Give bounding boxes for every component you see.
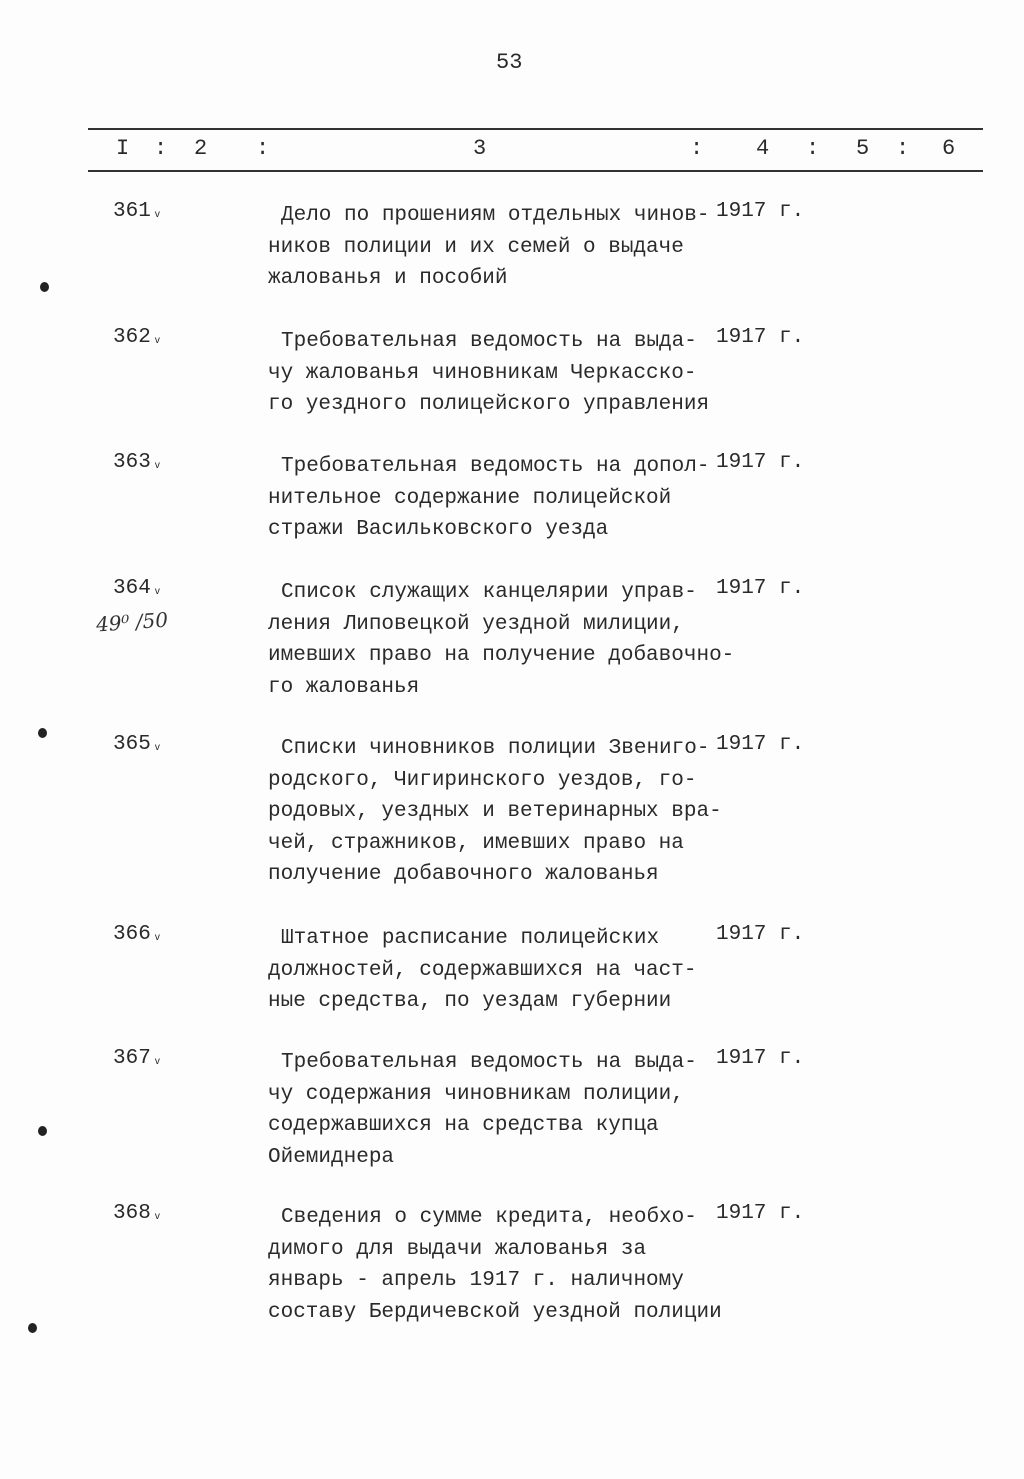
description-line: родовых, уездных и ветеринарных вра- xyxy=(268,800,722,823)
entry-year: 1917 г. xyxy=(716,200,805,223)
description-line: ников полиции и их семей о выдаче xyxy=(268,235,684,259)
header-col4: 4 xyxy=(756,136,770,161)
description-line: жалованья и пособий xyxy=(268,267,508,290)
description-line: должностей, содержавшихся на част- xyxy=(268,958,697,982)
description-line: Дело по прошениям отдельных чинов- xyxy=(281,204,710,227)
description-line: Списки чиновников полиции Звениго- xyxy=(281,737,710,760)
description-line: получение добавочного жалованья xyxy=(268,863,659,886)
entry-description xyxy=(268,326,709,421)
entry-description xyxy=(268,733,722,891)
header-sep: : xyxy=(806,136,820,161)
header-bottom-rule xyxy=(88,170,983,172)
header-sep: : xyxy=(256,136,270,161)
entry-description xyxy=(268,1047,697,1173)
page-number: 53 xyxy=(496,50,523,75)
header-col2: 2 xyxy=(194,136,208,161)
description-line: Штатное расписание полицейских xyxy=(281,927,660,950)
description-line: составу Бердичевской уездной полиции xyxy=(268,1300,722,1324)
handwritten-note: 49⁰ /50 xyxy=(95,607,169,637)
header-top-rule xyxy=(88,128,983,130)
description-line: родского, Чигиринского уездов, го- xyxy=(268,768,697,792)
description-line: Требовательная ведомость на выда- xyxy=(281,330,697,353)
entry-description xyxy=(268,451,709,546)
description-line: димого для выдачи жалованья за xyxy=(268,1237,647,1261)
entry-description xyxy=(268,923,696,1018)
header-col3: 3 xyxy=(473,136,487,161)
entry-number: 366 ᵥ xyxy=(113,923,162,946)
description-line: го уездного полицейского управления xyxy=(268,393,710,416)
entry-number: 361 ᵥ xyxy=(113,200,162,223)
entry-description xyxy=(268,200,709,295)
header-col6: 6 xyxy=(942,136,956,161)
header-sep: : xyxy=(154,136,168,161)
punch-hole-mark xyxy=(40,282,49,292)
description-line: чу жалованья чиновникам Черкасско- xyxy=(268,361,697,385)
description-line: Ойемиднера xyxy=(268,1145,395,1169)
punch-hole-mark xyxy=(28,1323,37,1333)
header-sep: : xyxy=(690,136,704,161)
entry-number: 363 ᵥ xyxy=(113,451,162,474)
description-line: январь - апрель 1917 г. наличному xyxy=(268,1269,684,1292)
description-line: имевших право на получение добавочно- xyxy=(268,644,735,667)
entry-description xyxy=(268,1202,722,1328)
header-sep: : xyxy=(896,136,910,161)
description-line: содержавшихся на средства купца xyxy=(268,1114,659,1137)
header-col1: I xyxy=(116,136,130,161)
entry-number: 364 ᵥ xyxy=(113,577,162,600)
entry-year: 1917 г. xyxy=(716,1202,805,1225)
description-line: го жалованья xyxy=(268,675,420,699)
entry-number: 365 ᵥ xyxy=(113,733,162,756)
description-line: чу содержания чиновникам полиции, xyxy=(268,1082,684,1106)
entry-year: 1917 г. xyxy=(716,451,805,474)
header-col5: 5 xyxy=(856,136,870,161)
entry-description xyxy=(268,577,734,703)
description-line: Сведения о сумме кредита, необхо- xyxy=(281,1206,697,1229)
entry-year: 1917 г. xyxy=(716,1047,805,1070)
description-line: Требовательная ведомость на допол- xyxy=(281,455,710,478)
description-line: ные средства, по уездам губернии xyxy=(268,990,672,1013)
description-line: стражи Васильковского уезда xyxy=(268,518,609,541)
description-line: Требовательная ведомость на выда- xyxy=(281,1051,697,1074)
punch-hole-mark xyxy=(38,728,47,738)
entry-year: 1917 г. xyxy=(716,923,805,946)
entry-number: 362 ᵥ xyxy=(113,326,162,349)
entry-year: 1917 г. xyxy=(716,577,805,600)
entry-number: 367 ᵥ xyxy=(113,1047,162,1070)
punch-hole-mark xyxy=(38,1126,47,1136)
description-line: нительное содержание полицейской xyxy=(268,486,672,510)
entry-year: 1917 г. xyxy=(716,326,805,349)
entry-number: 368 ᵥ xyxy=(113,1202,162,1225)
description-line: ления Липовецкой уездной милиции, xyxy=(268,612,684,636)
entry-year: 1917 г. xyxy=(716,733,805,756)
description-line: Список служащих канцелярии управ- xyxy=(281,581,697,604)
description-line: чей, стражников, имевших право на xyxy=(268,831,684,855)
